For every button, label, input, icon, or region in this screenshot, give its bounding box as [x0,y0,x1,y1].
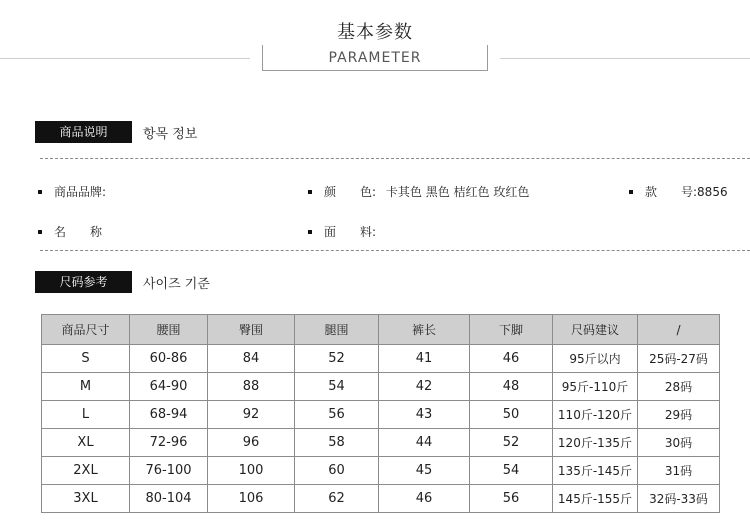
table-cell: 42 [379,373,470,401]
table-cell: 92 [208,401,295,429]
table-cell: 50 [470,401,553,429]
table-cell: 58 [295,429,379,457]
table-cell: 56 [470,485,553,513]
table-cell: 96 [208,429,295,457]
size-ref-label: 尺码参考 [35,271,132,293]
product-info-sub: 항목 정보 [143,127,198,142]
name-label: 名 称 [54,225,103,239]
table-cell: 72-96 [130,429,208,457]
name-field [38,223,102,240]
model-value: 8856 [697,185,728,199]
header-cell: 腰围 [130,315,208,345]
table-cell: 44 [379,429,470,457]
table-cell: 29码 [638,401,720,429]
table-cell: 43 [379,401,470,429]
header-cell: 尺码建议 [553,315,638,345]
table-cell: 64-90 [130,373,208,401]
header-divider-right [500,58,750,59]
table-row [42,429,720,457]
table-cell: 135斤-145斤 [553,457,638,485]
table-cell: 45 [379,457,470,485]
table-cell: 56 [295,401,379,429]
table-row [42,485,720,513]
brand-label: 商品品牌: [54,185,107,199]
material-field [308,223,376,240]
header-cell: / [638,315,720,345]
header-cell: 下脚 [470,315,553,345]
table-cell: 76-100 [130,457,208,485]
table-cell: 80-104 [130,485,208,513]
table-cell: M [42,373,130,401]
product-info-bottom-divider [40,250,750,251]
table-cell: 60-86 [130,345,208,373]
size-table-header-row [42,315,720,345]
color-field [308,183,529,200]
table-row [42,345,720,373]
table-cell: XL [42,429,130,457]
bullet-icon [38,230,42,234]
bullet-icon [308,190,312,194]
table-cell: 46 [470,345,553,373]
table-cell: 41 [379,345,470,373]
table-row [42,457,720,485]
table-cell: 106 [208,485,295,513]
table-cell: 31码 [638,457,720,485]
material-label: 面 料: [324,225,377,239]
color-value: 卡其色 黑色 桔红色 玫红色 [385,185,530,199]
parameter-subtitle-text: PARAMETER [328,49,422,66]
table-cell: 52 [295,345,379,373]
table-cell: 30码 [638,429,720,457]
parameter-subtitle [262,45,488,71]
header-cell: 裤长 [379,315,470,345]
table-cell: 60 [295,457,379,485]
bullet-icon [38,190,42,194]
table-cell: 120斤-135斤 [553,429,638,457]
table-cell: 2XL [42,457,130,485]
table-cell: 68-94 [130,401,208,429]
table-cell: L [42,401,130,429]
table-cell: 32码-33码 [638,485,720,513]
table-cell: 54 [295,373,379,401]
color-label: 颜 色: [324,185,377,199]
table-row [42,373,720,401]
table-cell: 110斤-120斤 [553,401,638,429]
size-table [41,314,720,513]
table-cell: 52 [470,429,553,457]
table-cell: 95斤-110斤 [553,373,638,401]
product-info-divider [40,158,750,159]
page-title: 基本参数 [337,22,413,43]
bullet-icon [629,190,633,194]
table-cell: 28码 [638,373,720,401]
brand-field [38,183,106,200]
table-cell: 145斤-155斤 [553,485,638,513]
header-cell: 商品尺寸 [42,315,130,345]
table-row [42,401,720,429]
product-info-label: 商品说明 [35,121,132,143]
table-cell: 25码-27码 [638,345,720,373]
table-cell: 62 [295,485,379,513]
bullet-icon [308,230,312,234]
table-cell: 84 [208,345,295,373]
table-cell: 100 [208,457,295,485]
model-field [629,183,728,200]
header-divider-left [0,58,250,59]
table-cell: S [42,345,130,373]
table-cell: 88 [208,373,295,401]
size-ref-sub: 사이즈 기준 [143,277,210,292]
table-cell: 46 [379,485,470,513]
table-cell: 48 [470,373,553,401]
model-label: 款 号: [645,185,698,199]
header-cell: 臀围 [208,315,295,345]
table-cell: 95斤以内 [553,345,638,373]
header-cell: 腿围 [295,315,379,345]
table-cell: 3XL [42,485,130,513]
table-cell: 54 [470,457,553,485]
